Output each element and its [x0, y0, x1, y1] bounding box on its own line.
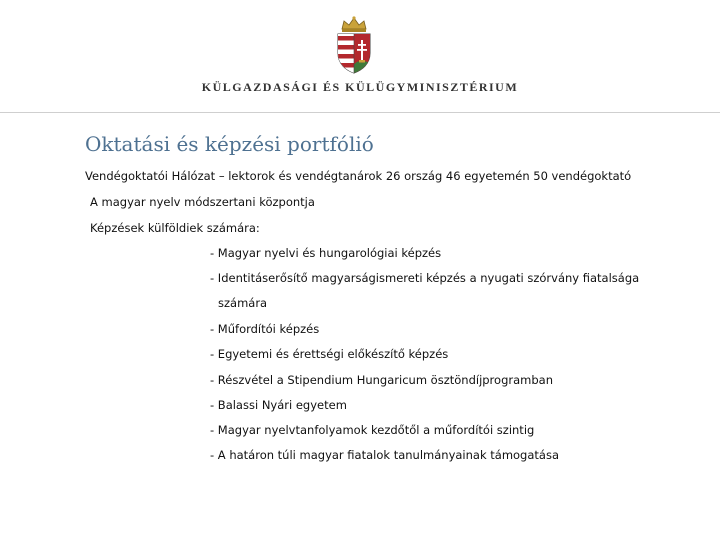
list-item: - Identitáserősítő magyarságismereti képzés a nyugati szórvány fiatalsága — [210, 271, 640, 285]
list-item: - Részvétel a Stipendium Hungaricum ösztöndíjprogramban — [210, 373, 553, 387]
list-item: - Egyetemi és érettségi előkészítő képzés — [210, 347, 449, 361]
list-item: - Balassi Nyári egyetem — [210, 398, 347, 412]
list-item: - Magyar nyelvtanfolyamok kezdőtől a műfordítói szintig — [210, 423, 535, 437]
center-line: A magyar nyelv módszertani központja — [90, 195, 315, 209]
list-item: - Műfordítói képzés — [210, 322, 320, 336]
ministry-name: KÜLGAZDASÁGI ÉS KÜLÜGYMINISZTÉRIUM — [201, 80, 519, 94]
page-title: Oktatási és képzési portfólió — [85, 132, 374, 156]
list-item-continuation: számára — [218, 296, 268, 310]
list-item: - Magyar nyelvi és hungarológiai képzés — [210, 246, 442, 260]
header-divider — [0, 112, 720, 113]
network-line: Vendégoktatói Hálózat – lektorok és vendégtanárok 26 ország 46 egyetemén 50 vendégoktató — [85, 169, 632, 183]
trainings-heading: Képzések külföldiek számára: — [90, 221, 260, 235]
hungarian-coat-of-arms-icon — [330, 15, 378, 75]
list-item: - A határon túli magyar fiatalok tanulmányainak támogatása — [210, 448, 559, 462]
